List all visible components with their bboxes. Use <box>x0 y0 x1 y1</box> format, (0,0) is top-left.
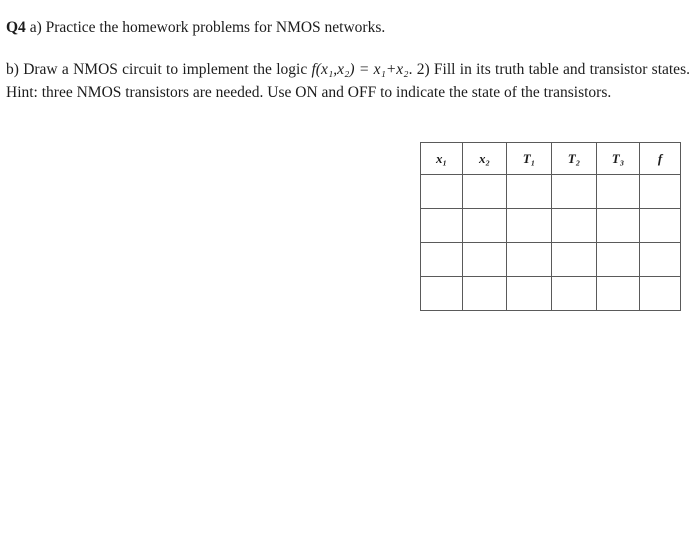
table-cell[interactable] <box>421 243 463 277</box>
part-b-instructions: . 2) Fill in its truth table and transistor states. Hint: three NMOS transistors are needed. Use ON and OFF to indicate the state of the transistors. <box>6 61 690 101</box>
question-number: Q4 <box>6 19 26 36</box>
table-cell[interactable] <box>597 243 640 277</box>
truth-table-header-row <box>421 143 681 175</box>
table-cell[interactable] <box>640 209 681 243</box>
header-f: f <box>640 143 681 175</box>
table-row <box>421 277 681 311</box>
table-cell[interactable] <box>421 277 463 311</box>
header-t2: T₂ <box>552 143 597 175</box>
table-cell[interactable] <box>507 243 552 277</box>
table-cell[interactable] <box>421 175 463 209</box>
header-x2: x₂ <box>463 143 507 175</box>
table-cell[interactable] <box>552 243 597 277</box>
table-cell[interactable] <box>507 209 552 243</box>
table-row <box>421 243 681 277</box>
header-t1: T₁ <box>507 143 552 175</box>
table-cell[interactable] <box>421 209 463 243</box>
table-cell[interactable] <box>640 243 681 277</box>
table-row <box>421 209 681 243</box>
table-cell[interactable] <box>507 277 552 311</box>
table-cell[interactable] <box>552 175 597 209</box>
table-cell[interactable] <box>463 243 507 277</box>
table-row <box>421 175 681 209</box>
table-cell[interactable] <box>463 209 507 243</box>
truth-table <box>420 142 681 311</box>
table-cell[interactable] <box>640 175 681 209</box>
table-cell[interactable] <box>597 277 640 311</box>
question-title <box>6 19 385 37</box>
part-a-text: a) Practice the homework problems for NMOS networks. <box>29 19 386 36</box>
table-cell[interactable] <box>463 175 507 209</box>
table-cell[interactable] <box>597 209 640 243</box>
part-b-intro: b) Draw a NMOS circuit to implement the logic <box>6 61 312 78</box>
table-cell[interactable] <box>552 209 597 243</box>
logic-formula: f(x₁,x₂) = x₁+x₂ <box>311 61 409 78</box>
part-b-text <box>6 58 690 104</box>
table-cell[interactable] <box>640 277 681 311</box>
table-cell[interactable] <box>507 175 552 209</box>
table-cell[interactable] <box>463 277 507 311</box>
table-cell[interactable] <box>597 175 640 209</box>
table-cell[interactable] <box>552 277 597 311</box>
header-x1: x₁ <box>421 143 463 175</box>
header-t3: T₃ <box>597 143 640 175</box>
